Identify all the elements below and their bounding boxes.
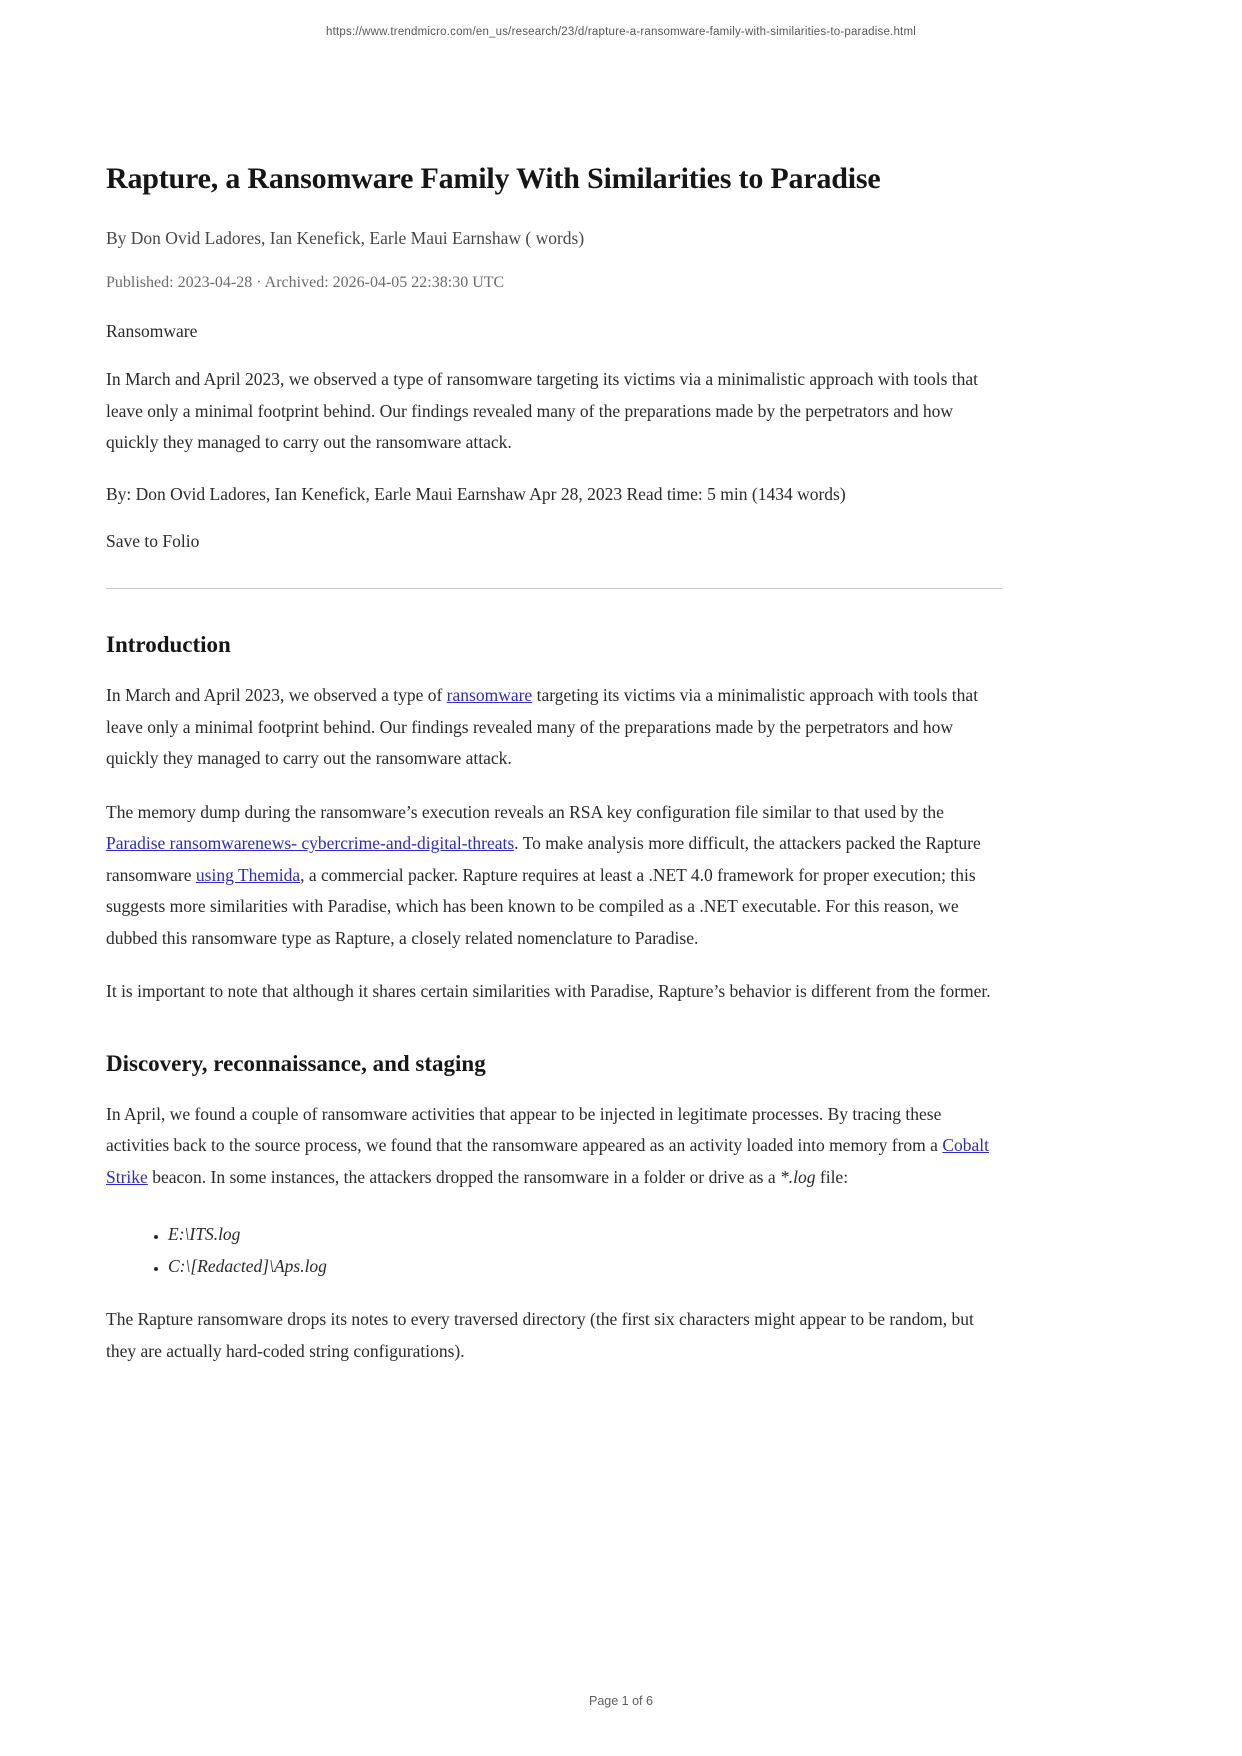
- intro-paragraph-3: [106, 976, 1003, 1008]
- list-item: • E:\ITS.log: [168, 1219, 1003, 1251]
- page-number-footer: Page 1 of 6: [589, 1694, 653, 1708]
- author-meta-line: By: Don Ovid Ladores, Ian Kenefick, Earle Maui Earnshaw Apr 28, 2023 Read time: 5 min (1434 words): [106, 483, 846, 504]
- text-segment: , a commercial packer. Rapture requires at least a .NET 4.0 framework for proper execution; this suggests more similarities with Paradise, which has been known to be compiled as a .NET executable. For this reason, we dubbed this ransomware type as Rapture, a closely related nomenclature to Paradise.: [106, 864, 976, 948]
- text-segment: In April, we found a couple of ransomware activities that appear to be injected in legitimate processes. By tracing these activities back to the source process, we found that the ransomware appeared as an activity loaded into memory from a: [106, 1103, 943, 1155]
- section-heading-introduction: Introduction: [106, 632, 231, 657]
- section-heading-discovery: Discovery, reconnaissance, and staging: [106, 1050, 486, 1076]
- page-title: Rapture, a Ransomware Family With Similarities to Paradise: [106, 162, 881, 195]
- text-segment: file:: [815, 1166, 849, 1187]
- category-label: Ransomware: [106, 321, 198, 341]
- list-item: • C:\[Redacted]\Aps.log: [168, 1251, 1003, 1283]
- divider: [106, 588, 1003, 589]
- intro-paragraph-1: [106, 680, 1003, 775]
- published-archived-line: Published: 2023-04-28 · Archived: 2026-04-05 22:38:30 UTC: [106, 274, 505, 291]
- text-segment: *.log: [780, 1166, 816, 1187]
- text-segment: beacon. In some instances, the attackers dropped the ransomware in a folder or drive as a: [147, 1166, 780, 1187]
- text-segment: The memory dump during the ransomware’s execution reveals an RSA key configuration file similar to that used by the: [106, 801, 944, 822]
- lede-paragraph: In March and April 2023, we observed a type of ransomware targeting its victims via a minimalistic approach with tools that leave only a minimal footprint behind. Our findings revealed many of the preparations made by the perpetrators and how quickly they managed to carry out the ransomware attack.: [106, 369, 979, 452]
- archived-url-header: https://www.trendmicro.com/en_us/research/23/d/rapture-a-ransomware-family-with-similarities-to-paradise.html: [326, 26, 916, 38]
- save-to-folio-link[interactable]: Save to Folio: [106, 531, 200, 551]
- inline-link[interactable]: Cobalt Strike: [106, 1135, 989, 1187]
- discovery-paragraph-1: [106, 1099, 1003, 1194]
- intro-paragraph-2: [106, 797, 1003, 955]
- text-segment: In March and April 2023, we observed a type of: [106, 685, 447, 705]
- text-segment: targeting its victims via a minimalistic approach with tools that leave only a minimal footprint behind. Our findings revealed many of the preparations made by the perpetrators and how quickly they managed to carry out the ransomware attack.: [106, 685, 979, 768]
- text-segment: It is important to note that although it shares certain similarities with Paradise, Rapture’s behavior is different from the former.: [106, 981, 991, 1001]
- text-segment: . To make analysis more difficult, the attackers packed the Rapture ransomware: [106, 833, 981, 885]
- inline-link[interactable]: ransomware: [446, 685, 533, 705]
- article-byline: By Don Ovid Ladores, Ian Kenefick, Earle Maui Earnshaw ( words): [106, 228, 585, 248]
- inline-link[interactable]: Paradise ransomwarenews- cybercrime-and-digital-threats: [106, 833, 515, 853]
- discovery-closing-paragraph: The Rapture ransomware drops its notes to every traversed directory (the first six characters might appear to be random, but they are actually hard-coded string configurations).: [106, 1309, 974, 1361]
- inline-link[interactable]: using Themida: [195, 864, 301, 885]
- article-page: [106, 0, 1003, 1367]
- log-file-list: [106, 1219, 1003, 1282]
